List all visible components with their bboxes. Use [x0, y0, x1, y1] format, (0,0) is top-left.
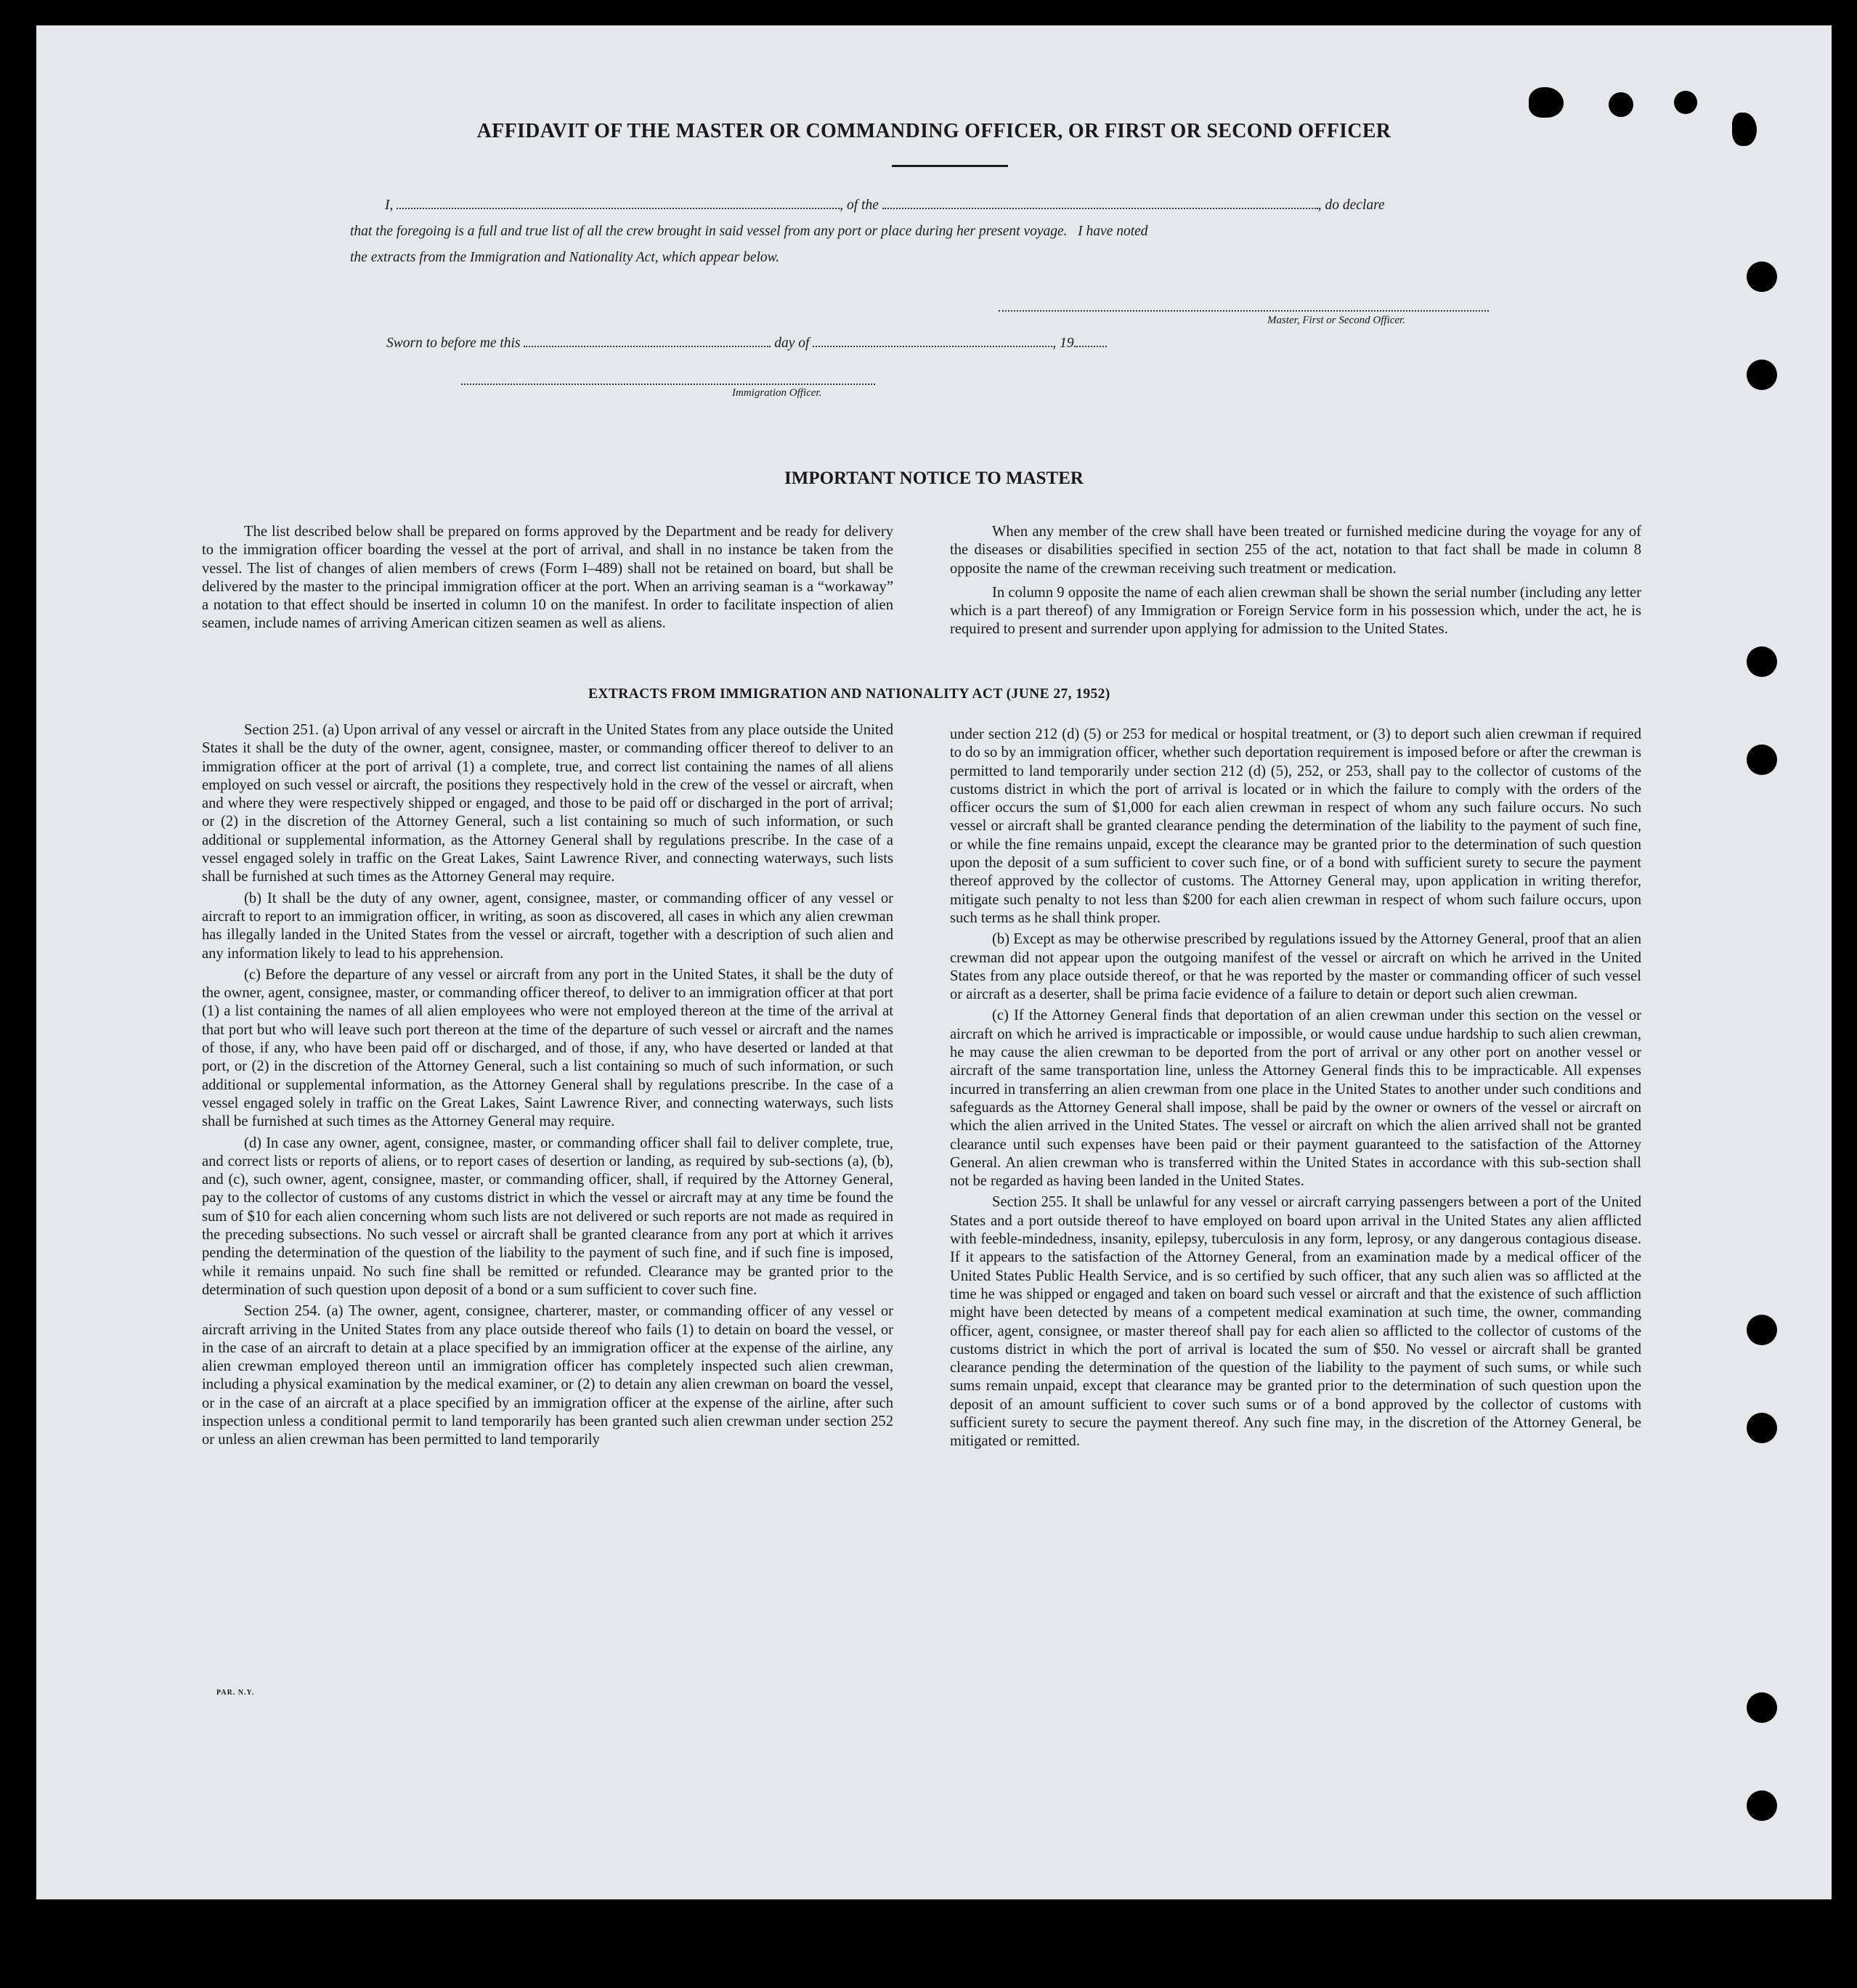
- sworn-label: Sworn to before me this: [386, 336, 521, 351]
- extracts-left-column: [202, 721, 893, 1453]
- sworn-date-field[interactable]: [524, 334, 771, 347]
- punch-hole: [1747, 745, 1777, 775]
- affidavit-line-3: the extracts from the Immigration and Nationality Act, which appear below.: [350, 250, 780, 265]
- affidavit-of-the: , of the: [840, 198, 879, 213]
- notice-left-paragraph: The list described below shall be prepared on forms approved by the Department and be ready for delivery to the immigration officer boarding the vessel at the port of arrival, and shall in no instance be taken from the vessel. The list of changes of alien members of crews (Form I–489) shall not be retained on board, but shall be delivered by the master to the principal immigration officer at the port. When an arriving seaman is a “workaway” a notation to that effect should be inserted in column 10 on the manifest. In order to facilitate inspection of alien seamen, include names of arriving American citizen seamen as well as aliens.: [202, 524, 893, 632]
- section-251-b: (b) It shall be the duty of any owner, agent, consignee, master, or commanding officer of any vessel or aircraft to report to an immigration officer, in writing, as soon as discovered, all cases in which any alien crewman has illegally landed in the United States from the vessel or aircraft, together with a description of such alien and any information likely to lead to his apprehension.: [202, 890, 893, 962]
- affidavit-i: I,: [385, 198, 394, 213]
- notice-right-paragraph-1: When any member of the crew shall have been treated or furnished medicine during the voyage for any of the diseases or disabilities specified in section 255 of the act, notation to that fact shall be made in column 8 opposite the name of the crewman receiving such treatment or medication.: [950, 524, 1641, 577]
- year-label: , 19: [1052, 336, 1074, 351]
- affidavit-declare: , do declare: [1317, 198, 1385, 213]
- punch-hole: [1747, 1790, 1777, 1821]
- section-251-d: (d) In case any owner, agent, consignee, master, or commanding officer shall fail to deliver complete, true, and correct lists or reports of aliens, or to report cases of desertion or landing, as required by sub-sections (a), (b), and (c), such owner, agent, consignee, master, or commanding officer, shall, if required by the Attorney General, pay to the collector of customs of any customs district in which the vessel or aircraft may at any time be found the sum of $10 for each alien concerning whom such lists are not delivered or such reports are not made as required in the preceding subsections. No such vessel or aircraft shall be granted clearance from any port at which it arrives pending the determination of the question of the liability to the payment of such fine, and if such fine is imposed, while it remains unpaid. No such fine shall be remitted or refunded. Clearance may be granted prior to the determination of such question upon deposit of a bond or a sum sufficient to cover such fine.: [202, 1135, 893, 1298]
- master-signature-line[interactable]: [999, 310, 1489, 312]
- punch-hole: [1609, 92, 1633, 117]
- notice-title: IMPORTANT NOTICE TO MASTER: [784, 468, 1084, 488]
- section-255: Section 255. It shall be unlawful for any vessel or aircraft carrying passengers between a port of the United States and a port outside thereof to have employed on board upon arrival in the United States any alien afflicted with feeble-mindedness, insanity, epilepsy, tuberculosis in any form, leprosy, or any dangerous contagious disease. If it appears to the satisfaction of the Attorney General, from an examination made by a medical officer of the United States Public Health Service, and is so certified by such officer, that any such alien was so afflicted at the time he was shipped or engaged and taken on board such vessel or aircraft and that the existence of such affliction might have been detected by means of a competent medical examination at such time, the owner, commanding officer, agent, consignee, or master thereof shall pay for each alien so afflicted to the collector of customs of the customs district in which the port of arrival is located the sum of $50. No vessel or aircraft shall be granted clearance pending the determination of the question of the liability to the payment of such sums, or while such sums remain unpaid, except that clearance may be granted prior to the determination of such question upon the deposit of an amount sufficient to cover such sums or of a bond approved by the collector of customs with sufficient surety to secure the payment thereof. Any such fine may, in the discretion of the Attorney General, be mitigated or remitted.: [950, 1194, 1641, 1450]
- officer-signature-line[interactable]: [461, 384, 875, 385]
- vessel-field[interactable]: [882, 196, 1318, 209]
- officer-caption: Immigration Officer.: [732, 387, 822, 399]
- extracts-title: EXTRACTS FROM IMMIGRATION AND NATIONALITY ACT (JUNE 27, 1952): [588, 686, 1110, 702]
- year-field[interactable]: [1074, 334, 1107, 347]
- month-field[interactable]: [813, 334, 1052, 347]
- section-254-b: (b) Except as may be otherwise prescribed by regulations issued by the Attorney General, proof that an alien crewman did not appear upon the outgoing manifest of the vessel or aircraft on which he arrived in the United States from any place outside thereof, or that he was reported by the master or commanding officer of such vessel or aircraft as a deserter, shall be prima facie evidence of a failure to detain or deport such alien crewman.: [950, 931, 1641, 1003]
- printer-mark: PAR. N.Y.: [216, 1689, 255, 1697]
- section-254-a-continued: under section 212 (d) (5) or 253 for medical or hospital treatment, or (3) to deport such alien crewman if required to do so by an immigration officer, whether such deportation requirement is imposed before or after the crewman is permitted to land temporarily under section 212 (d) (5), 252, or 253, shall pay to the collector of customs of the customs district in which the port of arrival is located or in which the failure to comply with the orders of the officer occurs the sum of $1,000 for each alien crewman in respect of whom any such failure occurs. No such vessel or aircraft shall be granted clearance pending the determination of the liability to the payment of such fine, or while the fine remains unpaid, except the clearance may be granted prior to the determination of such question upon the deposit of a sum sufficient to cover such fine, or of a bond with sufficient surety to secure the payment thereof approved by the collector of customs. The Attorney General may, upon application in writing therefor, mitigate such penalty to not less than $200 for each alien crewman in respect of whom such failure occurs, upon such terms as he shall think proper.: [950, 726, 1641, 926]
- notice-right-column: [950, 523, 1641, 642]
- extracts-right-column: [950, 726, 1641, 1454]
- punch-hole: [1747, 1413, 1777, 1443]
- ink-blot: [1529, 87, 1564, 118]
- master-caption: Master, First or Second Officer.: [1267, 315, 1405, 326]
- affidavit-title: AFFIDAVIT OF THE MASTER OR COMMANDING OFFICER, OR FIRST OR SECOND OFFICER: [476, 120, 1391, 142]
- punch-hole: [1747, 646, 1777, 677]
- document-page: [36, 25, 1832, 1899]
- title-rule: [892, 165, 1008, 167]
- notice-left-column: [202, 523, 893, 636]
- section-254-c: (c) If the Attorney General finds that deportation of an alien crewman under this section on the vessel or aircraft on which he arrived is impracticable or impossible, or would cause undue hardship to such alien crewman, he may cause the alien crewman to be deported from the port of arrival or any other port on another vessel or aircraft of the same transportation line, unless the Attorney General finds this to be impracticable. All expenses incurred in transferring an alien crewman from one place in the United States to another under such conditions and safeguards as the Attorney General shall impose, shall be paid by the owner or owners of the vessel or aircraft on which the alien arrived in the United States. The vessel or aircraft on which the alien arrived shall not be granted clearance until such expenses have been paid or their payment guaranteed to the satisfaction of the Attorney General. An alien crewman who is transferred within the United States in accordance with this sub-section shall not be regarded as having been landed in the United States.: [950, 1007, 1641, 1190]
- punch-hole: [1674, 91, 1697, 114]
- affidavit-line-2: that the foregoing is a full and true list of all the crew brought in said vessel from any port or place during her present voyage. I have noted: [350, 224, 1148, 239]
- punch-hole: [1747, 1692, 1777, 1723]
- section-251-a: Section 251. (a) Upon arrival of any vessel or aircraft in the United States from any place outside the United States it shall be the duty of the owner, agent, consignee, master, or commanding officer thereof to deliver to an immigration officer at the port of arrival (1) a complete, true, and correct list containing the names of all aliens employed on such vessel or aircraft, the positions they respectively hold in the crew of the vessel or aircraft, when and where they were respectively shipped or engaged, and those to be paid off or discharged in the port of arrival; or (2) in the discretion of the Attorney General, such a list containing so much of such information, or such additional or supplemental information, as the Attorney General shall by regulations prescribe. In the case of a vessel engaged solely in traffic on the Great Lakes, Saint Lawrence River, and connecting waterways, such lists shall be furnished at such times as the Attorney General may require.: [202, 722, 893, 885]
- punch-hole: [1747, 261, 1777, 292]
- punch-hole: [1747, 360, 1777, 390]
- section-251-c: (c) Before the departure of any vessel or aircraft from any port in the United States, it shall be the duty of the owner, agent, consignee, master, or commanding officer thereof, to deliver to an immigration officer at that port (1) a list containing the names of all alien employees who were not employed thereon at the time of the arrival at that port but who will leave such port thereon at the time of the departure of such vessel or aircraft and the names of those, if any, who have been paid off or discharged, and of those, if any, who have deserted or landed at that port, or (2) in the discretion of the Attorney General, such a list containing so much of such information, or such additional or supplemental information, as the Attorney General shall by regulations prescribe. In the case of a vessel engaged solely in traffic on the Great Lakes, Saint Lawrence River, and connecting waterways, such lists shall be furnished at such times as the Attorney General may require.: [202, 966, 893, 1130]
- section-254-a: Section 254. (a) The owner, agent, consignee, charterer, master, or commanding officer of any vessel or aircraft arriving in the United States from any place outside thereof who fails (1) to detain on board the vessel, or in the case of an aircraft to detain at a place specified by an immigration officer at the expense of the airline, any alien crewman employed thereon until an immigration officer has completely inspected such alien crewman, including a physical examination by the medical examiner, or (2) to detain any alien crewman on board the vessel, or in the case of an aircraft at a place specified by an immigration officer at the expense of the airline, after such inspection unless a conditional permit to land temporarily has been granted such alien crewman under section 252 or unless an alien crewman has been permitted to land temporarily: [202, 1303, 893, 1448]
- sworn-line: [386, 334, 1258, 352]
- punch-hole: [1747, 1315, 1777, 1345]
- name-field[interactable]: [397, 196, 840, 209]
- notice-right-paragraph-2: In column 9 opposite the name of each alien crewman shall be shown the serial number (including any letter which is a part thereof) of any Immigration or Foreign Service form in his possession which, under the act, he is required to present and surrender upon applying for admission to the United States.: [950, 584, 1641, 638]
- affidavit-line-1: [385, 196, 1525, 214]
- day-of-label: day of: [774, 336, 810, 351]
